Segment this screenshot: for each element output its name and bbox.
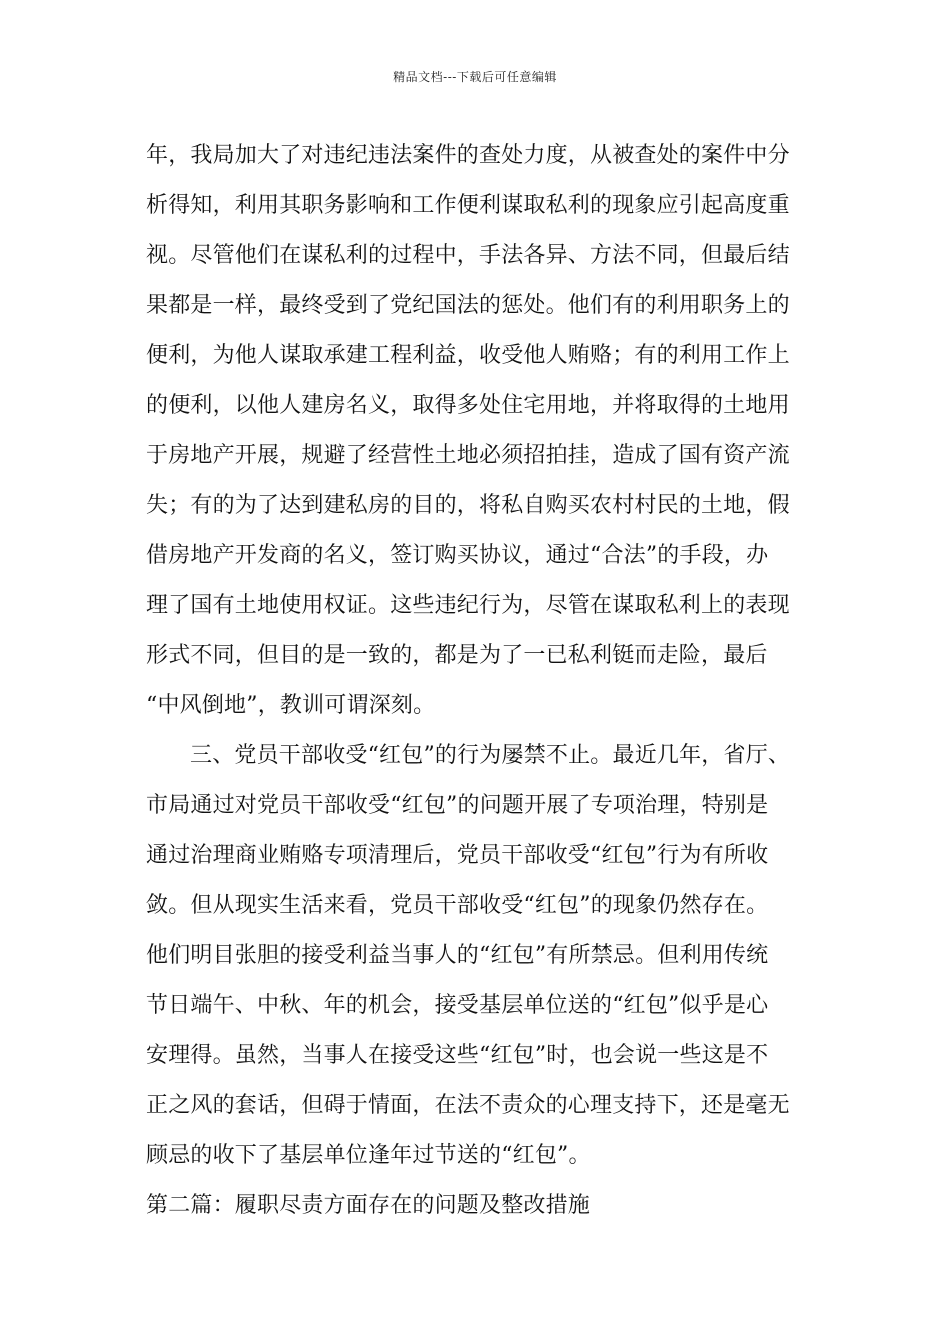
document-body — [146, 131, 826, 1231]
text-line: 年，我局加大了对违纪违法案件的查处力度，从被查处的案件中分 — [146, 143, 790, 168]
text-line: 理了国有土地使用权证。这些违纪行为，尽管在谋取私利上的表现 — [146, 593, 790, 618]
text-line: “中风倒地”，教训可谓深刻。 — [146, 693, 436, 718]
text-line: 便利，为他人谋取承建工程利益，收受他人贿赂；有的利用工作上 — [146, 343, 790, 368]
text-line: 顾忌的收下了基层单位逢年过节送的“红包”。 — [146, 1143, 591, 1168]
text-line: 失；有的为了达到建私房的目的，将私自购买农村村民的土地，假 — [146, 493, 790, 518]
paragraph-start-line: 三、党员干部收受“红包”的行为屡禁不止。最近几年，省厅、 — [190, 743, 791, 768]
text-line: 形式不同，但目的是一致的，都是为了一已私利铤而走险，最后 — [146, 643, 768, 668]
text-line: 的便利，以他人建房名义，取得多处住宅用地，并将取得的土地用 — [146, 393, 790, 418]
page-header: 精品文档---下载后可任意编辑 — [393, 70, 557, 84]
text-line: 视。尽管他们在谋私利的过程中，手法各异、方法不同，但最后结 — [146, 243, 790, 268]
text-line: 通过治理商业贿赂专项清理后，党员干部收受“红包”行为有所收 — [146, 843, 769, 868]
text-line: 借房地产开发商的名义，签订购买协议，通过“合法”的手段，办 — [146, 543, 769, 568]
text-line: 他们明目张胆的接受利益当事人的“红包”有所禁忌。但利用传统 — [146, 943, 769, 968]
text-line: 于房地产开展，规避了经营性土地必须招拍挂，造成了国有资产流 — [146, 443, 790, 468]
section-title: 第二篇：履职尽责方面存在的问题及整改措施 — [146, 1193, 591, 1218]
text-line: 析得知，利用其职务影响和工作便利谋取私利的现象应引起高度重 — [146, 193, 790, 218]
text-line: 正之风的套话，但碍于情面，在法不责众的心理支持下，还是毫无 — [146, 1093, 790, 1118]
text-line: 节日端午、中秋、年的机会，接受基层单位送的“红包”似乎是心 — [146, 993, 769, 1018]
text-line: 果都是一样，最终受到了党纪国法的惩处。他们有的利用职务上的 — [146, 293, 790, 318]
text-line: 安理得。虽然，当事人在接受这些“红包”时，也会说一些这是不 — [146, 1043, 769, 1068]
text-line: 市局通过对党员干部收受“红包”的问题开展了专项治理，特别是 — [146, 793, 769, 818]
text-line: 敛。但从现实生活来看，党员干部收受“红包”的现象仍然存在。 — [146, 893, 769, 918]
